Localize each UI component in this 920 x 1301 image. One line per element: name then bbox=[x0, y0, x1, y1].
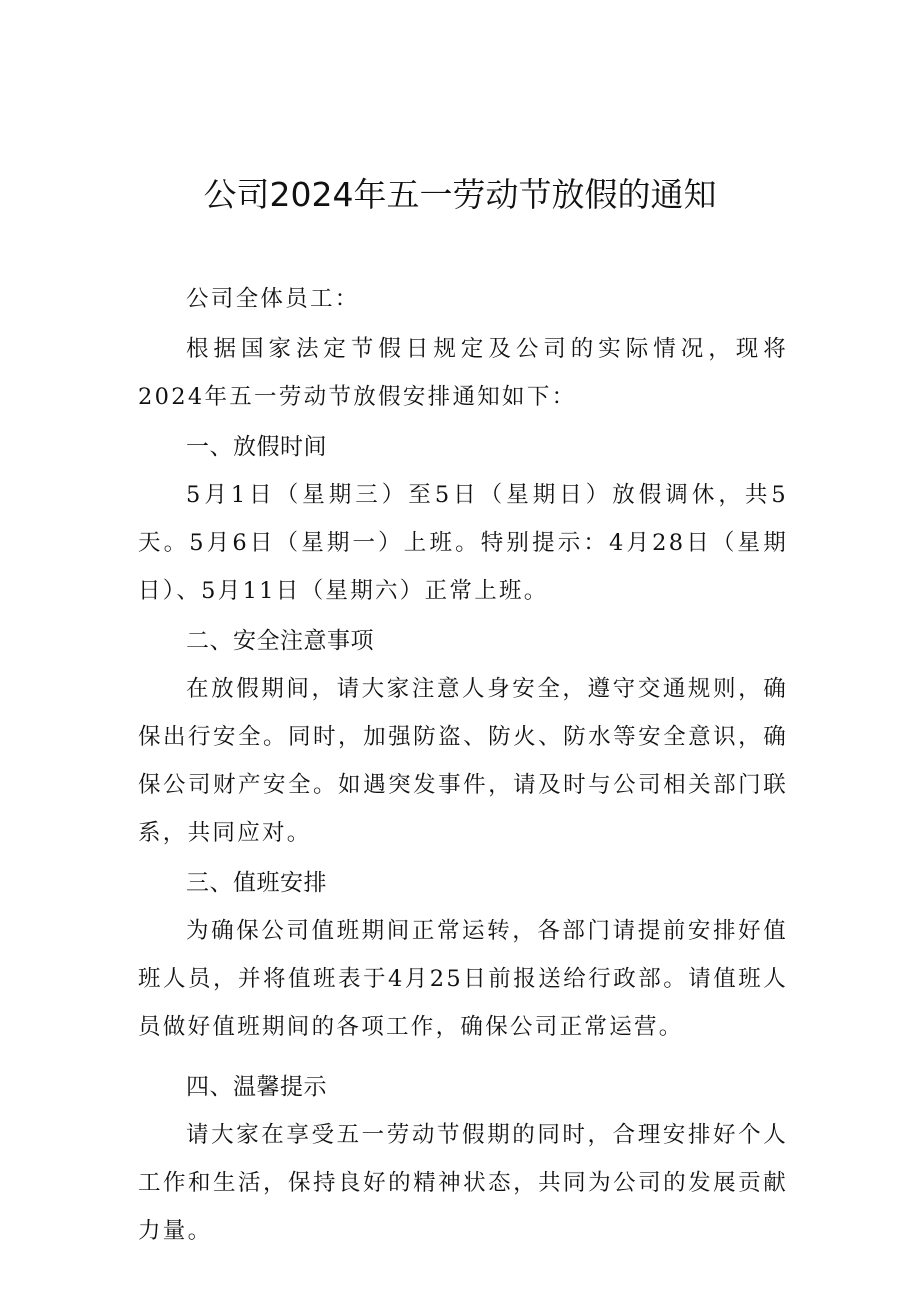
intro-paragraph: 根据国家法定节假日规定及公司的实际情况，现将2024年五一劳动节放假安排通知如下： bbox=[138, 336, 788, 410]
section-heading-holiday-time: 一、放假时间 bbox=[186, 434, 327, 460]
section-text-holiday-time: 5月1日（星期三）至5日（星期日）放假调休，共5天。5月6日（星期一）上班。特别提示：4月28日（星期日）、5月11日（星期六）正常上班。 bbox=[138, 482, 788, 604]
section-heading-duty: 三、值班安排 bbox=[186, 870, 327, 896]
section-text-reminder: 请大家在享受五一劳动节假期的同时，合理安排好个人工作和生活，保持良好的精神状态，共同为公司的发展贡献力量。 bbox=[138, 1122, 788, 1244]
salutation: 公司全体员工： bbox=[186, 286, 360, 312]
section-heading-reminder: 四、温馨提示 bbox=[186, 1074, 327, 1100]
section-heading-safety: 二、安全注意事项 bbox=[186, 628, 374, 654]
document-body bbox=[138, 275, 788, 1255]
section-text-safety: 在放假期间，请大家注意人身安全，遵守交通规则，确保出行安全。同时，加强防盗、防火、防水等安全意识，确保公司财产安全。如遇突发事件，请及时与公司相关部门联系，共同应对。 bbox=[138, 676, 788, 846]
document-title: 公司2024年五一劳动节放假的通知 bbox=[203, 175, 717, 214]
section-text-duty: 为确保公司值班期间正常运转，各部门请提前安排好值班人员，并将值班表于4月25日前报送给行政部。请值班人员做好值班期间的各项工作，确保公司正常运营。 bbox=[138, 918, 788, 1040]
